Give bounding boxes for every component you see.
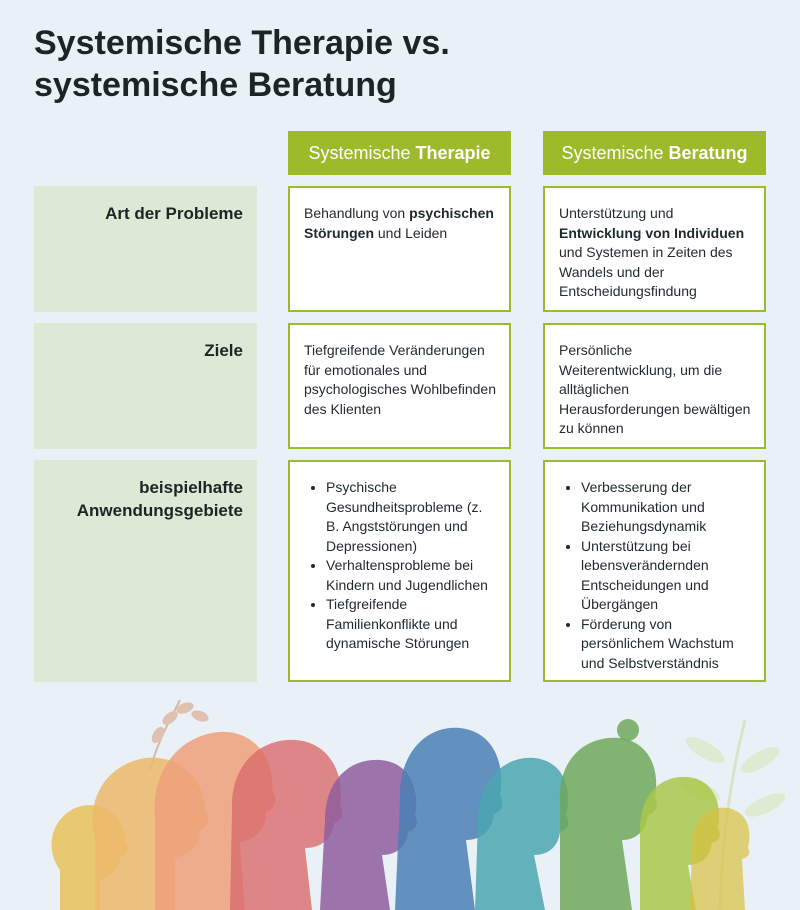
column-header-therapy <box>288 131 511 175</box>
cell-problems-counseling-text2: und Systemen in Zeiten des Wandels und der Entscheidungsfindung <box>559 244 733 299</box>
areas-therapy-list <box>304 478 497 654</box>
column-header-counseling-prefix: Systemische <box>561 143 669 163</box>
title-line-2: systemische Beratung <box>34 66 397 104</box>
cell-problems-counseling <box>543 186 766 312</box>
cell-problems-counseling-bold: Entwicklung von Individuen <box>559 224 745 241</box>
cell-problems-therapy-text2: und Leiden <box>374 224 448 241</box>
cell-goals-therapy: Tiefgreifende Veränderungen für emotionales und psychologisches Wohlbefinden des Klienten <box>288 323 511 449</box>
people-silhouettes-illustration <box>0 680 800 910</box>
column-header-counseling-bold: Beratung <box>668 143 748 163</box>
list-item: • Verbesserung der Kommunikation und Beziehungsdynamik <box>581 478 752 537</box>
row-label-goals: Ziele <box>34 323 257 449</box>
areas-counseling-list <box>559 478 752 673</box>
silhouette-8-hair-bun <box>617 719 639 741</box>
cell-goals-counseling: Persönliche Weiterentwicklung, um die alltäglichen Herausforderungen bewältigen zu können <box>543 323 766 449</box>
list-item: • Psychische Gesundheitsprobleme (z. B. Angststörungen und Depressionen) <box>326 478 497 556</box>
silhouette-10 <box>690 808 749 910</box>
list-item: • Unterstützung bei lebensverändernden Entscheidungen und Übergängen <box>581 537 752 615</box>
cell-problems-counseling-text1: Unterstützung und <box>559 205 674 221</box>
list-item: • Tiefgreifende Familienkonflikte und dynamische Störungen <box>326 595 497 654</box>
column-header-therapy-prefix: Systemische <box>308 143 416 163</box>
cell-areas-therapy <box>288 460 511 682</box>
list-item: • Förderung von persönlichem Wachstum und Selbstverständnis <box>581 615 752 674</box>
list-item: • Verhaltensprobleme bei Kindern und Jugendlichen <box>326 556 497 595</box>
page-title <box>34 22 450 106</box>
title-line-1: Systemische Therapie vs. <box>34 24 450 62</box>
row-label-problems: Art der Probleme <box>34 186 257 312</box>
column-header-therapy-bold: Therapie <box>415 143 491 163</box>
cell-areas-counseling <box>543 460 766 682</box>
row-label-areas-line-2: Anwendungsgebiete <box>76 501 243 520</box>
cell-problems-therapy-bold: psychischen Störungen <box>304 205 494 241</box>
row-label-areas-line-1: beispielhafte <box>139 478 243 497</box>
row-label-areas <box>34 460 257 682</box>
cell-problems-therapy <box>288 186 511 312</box>
column-header-counseling <box>543 131 766 175</box>
cell-problems-therapy-text1: Behandlung von <box>304 205 410 221</box>
